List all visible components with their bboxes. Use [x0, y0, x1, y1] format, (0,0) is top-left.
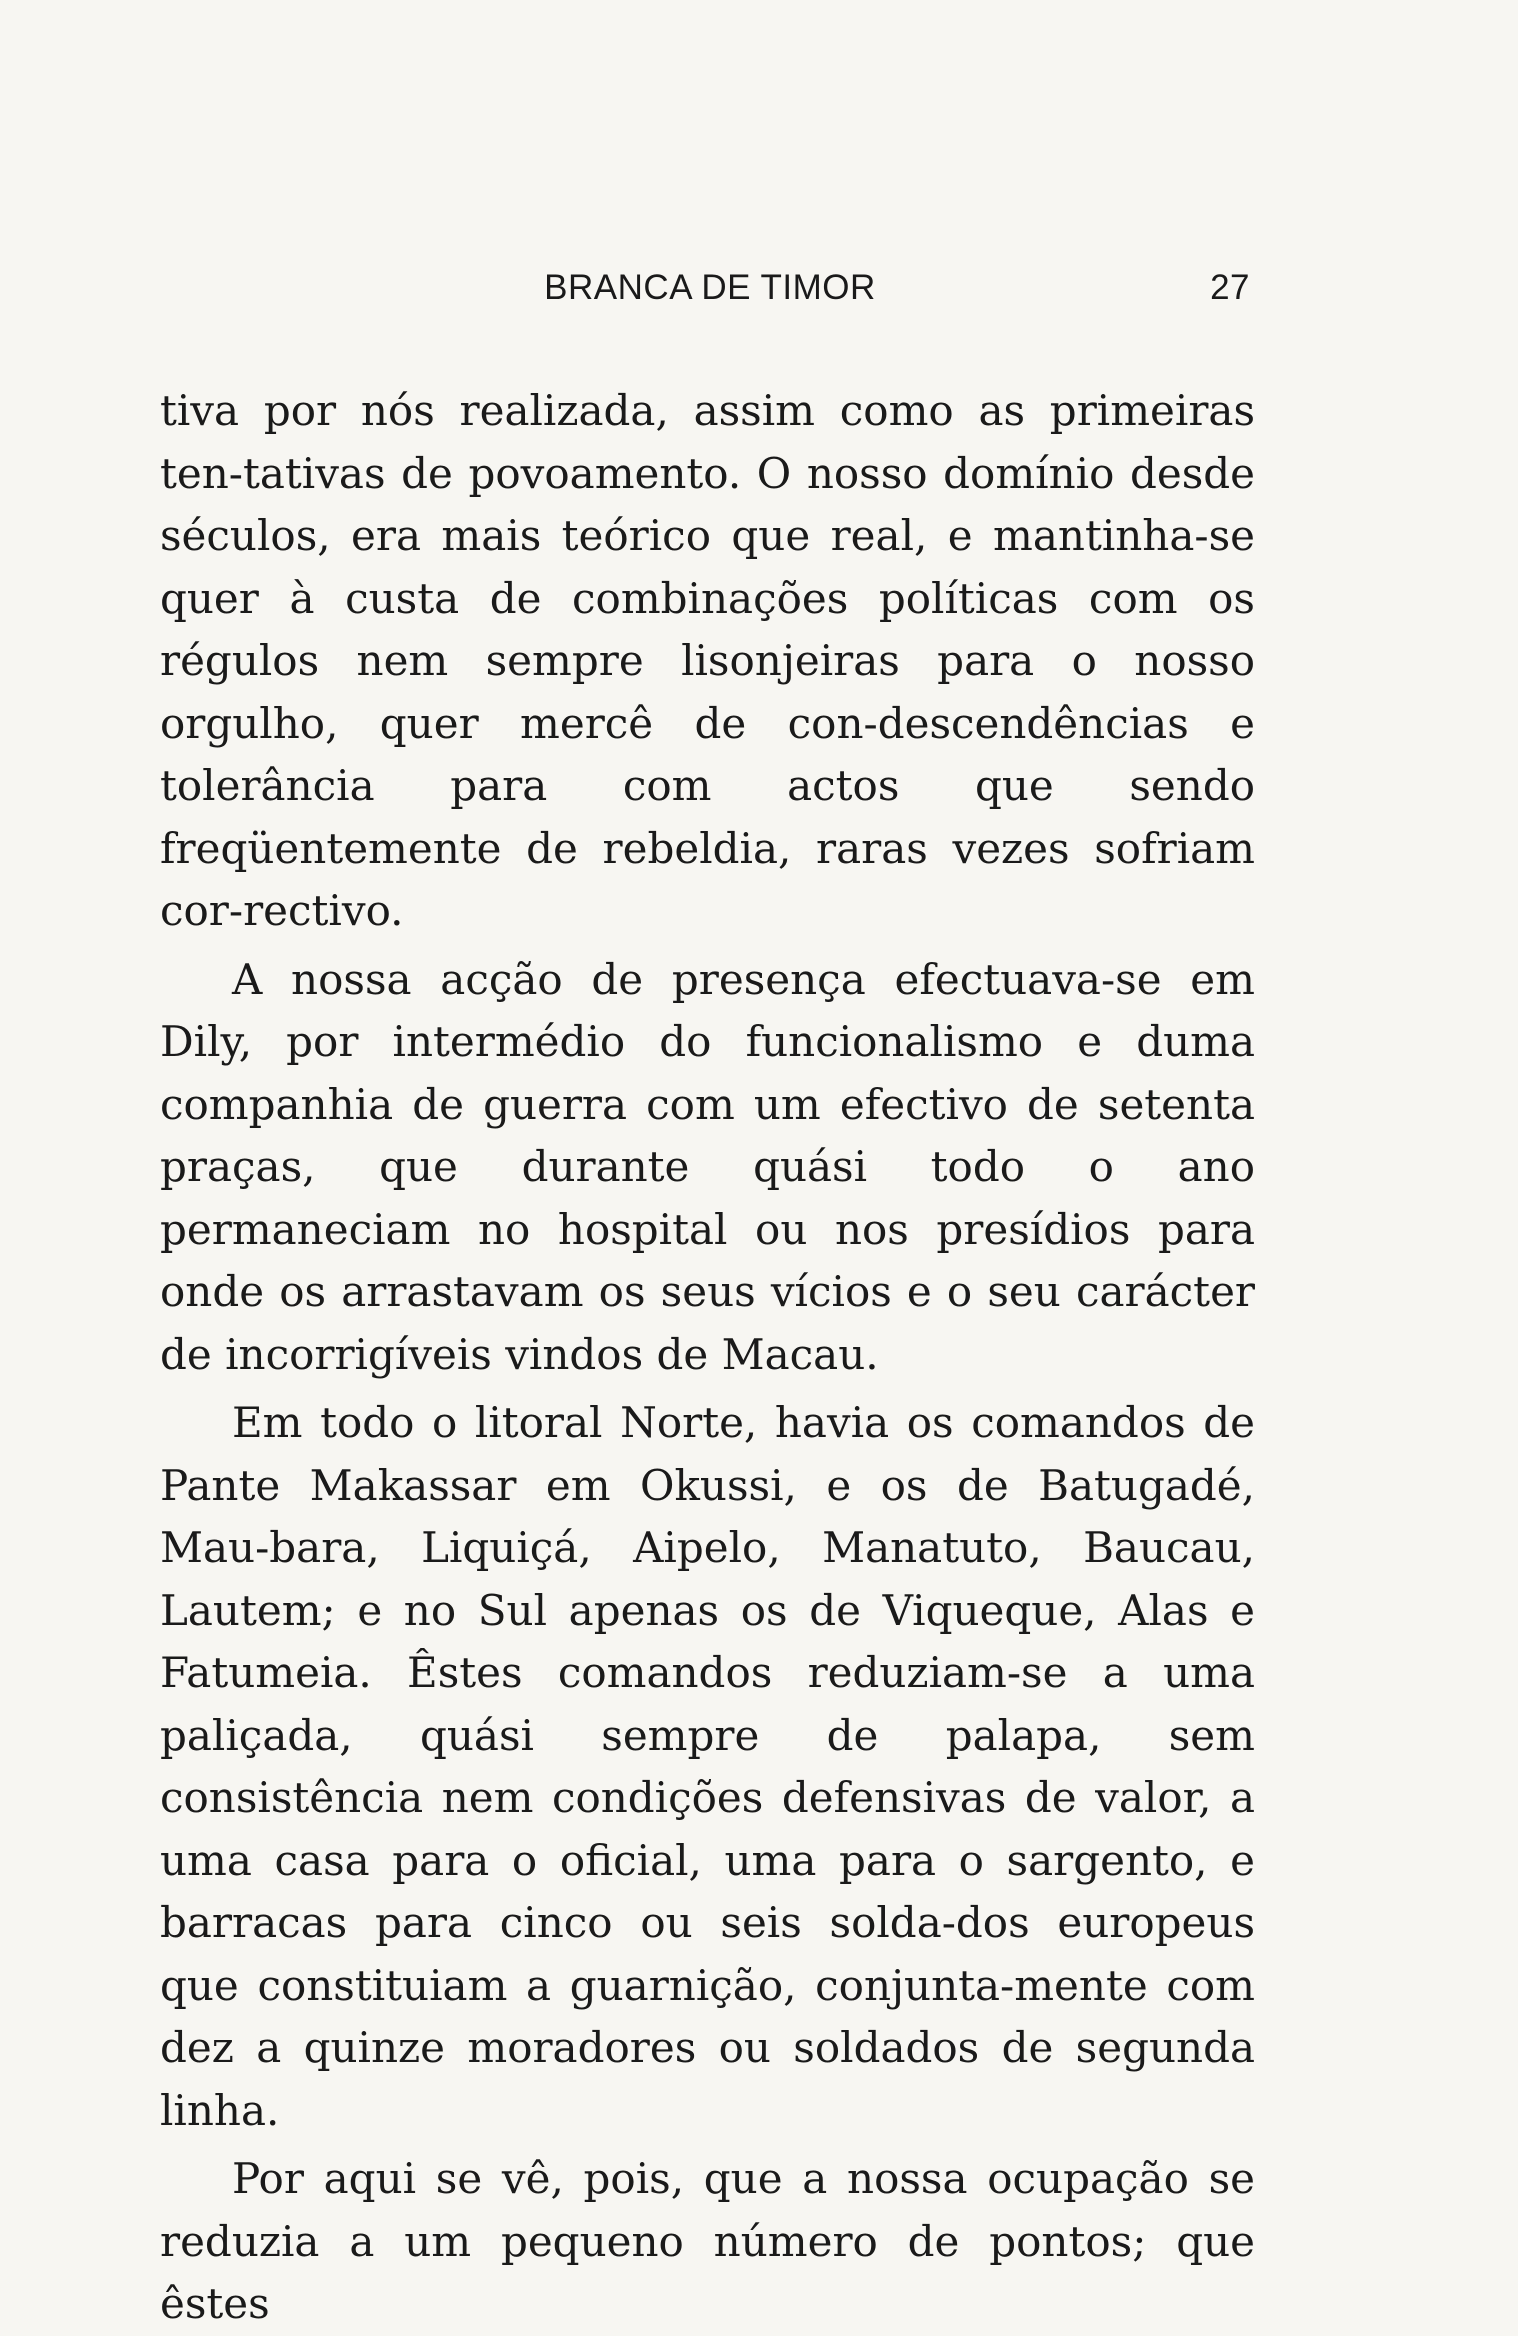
paragraph-1: tiva por nós realizada, assim como as primeiras ten-tativas de povoamento. O nosso domínio desde séculos, era mais teórico que real, e mantinha-se quer à custa de combinações políticas com os régulos nem sempre lisonjeiras para o nosso orgulho, quer mercê de con-descendências e tolerância para com actos que sendo freqüentemente de rebeldia, raras vezes sofriam cor-rectivo.: [160, 386, 1255, 935]
paragraph-3: Em todo o litoral Norte, havia os comandos de Pante Makassar em Okussi, e os de Batugadé, Mau-bara, Liquiçá, Aipelo, Manatuto, Baucau, Lautem; e no Sul apenas os de Viqueque, Alas e Fatumeia. Êstes comandos reduziam-se a uma paliçada, quási sempre de palapa, sem consistência nem condições defensivas de valor, a uma casa para o oficial, uma para o sargento, e barracas para cinco ou seis solda-dos europeus que constituiam a guarnição, conjunta-mente com dez a quinze moradores ou soldados de segunda linha.: [160, 1398, 1255, 2135]
body-text: [160, 380, 1255, 2336]
running-title: BRANCA DE TIMOR: [544, 268, 876, 307]
paragraph-4: Por aqui se vê, pois, que a nossa ocupação se reduzia a um pequeno número de pontos; que êstes: [160, 2154, 1255, 2328]
page-number: 27: [1210, 268, 1250, 307]
running-header: [170, 268, 1250, 318]
paragraph-2: A nossa acção de presença efectuava-se em Dily, por intermédio do funcionalismo e duma companhia de guerra com um efectivo de setenta praças, que durante quási todo o ano permaneciam no hospital ou nos presídios para onde os arrastavam os seus vícios e o seu carácter de incorrigíveis vindos de Macau.: [160, 954, 1255, 1379]
